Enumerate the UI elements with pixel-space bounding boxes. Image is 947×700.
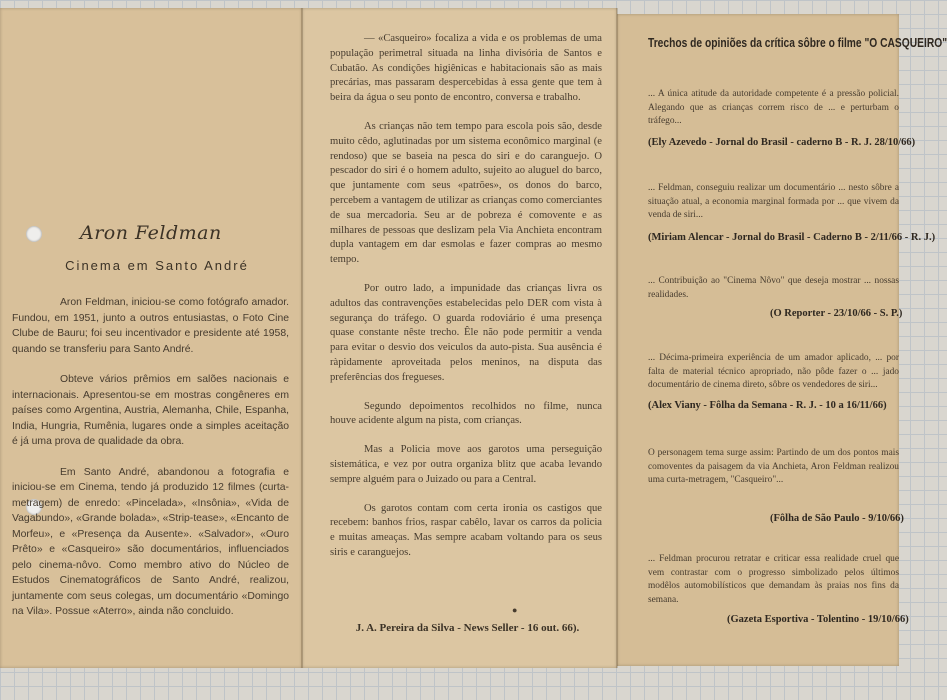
- description-paragraph: Os garotos contam com certa ironia os castigos que recebem: banhos frios, raspar cabêlo, lavar os carros da policia e muitas ameaças. Mas sempre acabam voltando para os seus siris e caranguejos.: [330, 502, 602, 558]
- author-name: Aron Feldman: [80, 222, 222, 244]
- section-subtitle: Cinema em Santo André: [65, 258, 249, 273]
- bullet-mark: ●: [512, 605, 518, 615]
- punch-hole-top: [26, 226, 42, 242]
- review-citation: (Gazeta Esportiva - Tolentino - 19/10/66): [727, 614, 909, 625]
- description-paragraph: As crianças não tem tempo para escola pois são, desde muito cêdo, aglutinadas por um sistema econômico marginal (e rendoso) que se baseia na pesca do siri e do caranguejo. O pescador do siri é o homem adulto, sujeito ao aluguel do barco, que juntamente com seus «patrões», os donos do barco, percebem a vantagem de utilizar as crianças como comerciantes de sua mercadoria. Seu ar de pobreza é comovente e as milhares de pessoas que deslizam pela Via Anchieta encontram dupla vantagem em dar esmolas e fazer compras ao mesmo tempo.: [330, 120, 602, 266]
- review-quote: ... Feldman, conseguiu realizar um documentário ... nesto sôbre a situação atual, a economia marginal formada por ... que vivem da venda de siri...: [648, 183, 899, 220]
- description-paragraph: Por outro lado, a impunidade das crianças livra os adultos das contravenções estabelecidas pelo DER com vista à segurança do tráfego. O guarda rodoviário é uma presença quase constante nêste trecho. Êle não pode permitir a venda para evitar o desvio dos veiculos da auto-pista. Sua ausência é ràpidamente aproveitada pelos meninos, na disputa das preferências dos fregueses.: [330, 282, 602, 383]
- review-quote: ... Décima-primeira experiência de um amador aplicado, ... por falta de material técnico apropriado, não pôde fazer o ... jado documentário de cinema direto, sôbre os vendedores de siri...: [648, 353, 899, 390]
- review-citation: (O Reporter - 23/10/66 - S. P.): [770, 308, 903, 319]
- review-citation: (Miriam Alencar - Jornal do Brasil - Caderno B - 2/11/66 - R. J.): [648, 232, 936, 243]
- biography-paragraph: Em Santo André, abandonou a fotografia e iniciou-se em Cinema, tendo já produzido 12 filmes (curta-metragem) de enredo: «Pincelada», «Insônia», «Vida de Vagabundo», «Grande bolada», «Strip-tease», «Encanto de Morfeu», e «Presença da Ausente». «Salvador», «Ouro Prêto» e «Casqueiro» são documentários, influenciados pelo cinema-nôvo. Como membro ativo do Núcleo de Estudos Cinematográficos de Santo André, realizou, juntamente com seus colegas, um documentário «Domingo na Vila». Possue «Aterro», ainda não concluido.: [12, 466, 289, 617]
- review-citation: (Ely Azevedo - Jornal do Brasil - caderno B - R. J. 28/10/66): [648, 137, 916, 148]
- description-paragraph: Segundo depoimentos recolhidos no filme, nunca houve acidente algum na pista, com crianças.: [330, 400, 602, 427]
- biography-paragraph: Obteve vários prêmios em salões nacionais e internacionais. Apresentou-se em mostras congêneres em países como Argentina, Austria, Alemanha, Chile, Espanha, India, Hungria, Rumênia, lugares onde a simples aceitação é já uma prova de qualidade da obra.: [12, 374, 289, 447]
- biography-text: [12, 295, 289, 635]
- fold-line-right: [616, 8, 618, 668]
- signature-line: J. A. Pereira da Silva - News Seller - 16 out. 66).: [355, 622, 580, 634]
- review-citation: (Fôlha de São Paulo - 9/10/66): [770, 513, 904, 524]
- review-quote: ... Contribuição ao "Cinema Nôvo" que deseja mostrar ... nossas realidades.: [648, 276, 899, 300]
- film-description: [330, 32, 602, 575]
- description-paragraph: — «Casqueiro» focaliza a vida e os problemas de uma população perimetral situada na linha divisória de Santos e Cubatão. As condições higiênicas e habitacionais são as mais precárias, mas passaram despercebidas à essa gente que tem à beira da água o seu ponto de encontro, conversa e trabalho.: [330, 33, 602, 104]
- fold-line-left: [301, 8, 303, 668]
- review-quote: ... A única atitude da autoridade competente é a pressão policial. Alegando que as crianças correm risco de ... e perturbam o tráfego...: [648, 89, 899, 126]
- reviews-title: Trechos de opiniões da crítica sôbre o filme "O CASQUEIRO": [648, 36, 947, 50]
- description-paragraph: Mas a Policia move aos garotos uma perseguição sistemática, e vez por outra organiza blitz que acaba levando sempre alguém para o Juizado ou para a Central.: [330, 444, 602, 485]
- review-quote: O personagem tema surge assim: Partindo de um dos pontos mais comoventes da paisagem da via Anchieta, Aron Feldman realizou uma curta-metragem, "Casqueiro"...: [648, 448, 899, 485]
- biography-paragraph: Aron Feldman, iniciou-se como fotógrafo amador. Fundou, em 1951, junto a outros entusiastas, o Foto Cine Clube de Bauru; foi seu incentivador e presidente até 1958, quando se transferiu para Santo André.: [12, 297, 289, 355]
- review-quote: ... Feldman procurou retratar e criticar essa realidade cruel que vem contrastar com o progresso simbolizado pelos últimos modêlos automobilísticos que demandam às praias nos fins da semana.: [648, 554, 899, 605]
- review-citation: (Alex Viany - Fôlha da Semana - R. J. - 10 a 16/11/66): [648, 400, 887, 411]
